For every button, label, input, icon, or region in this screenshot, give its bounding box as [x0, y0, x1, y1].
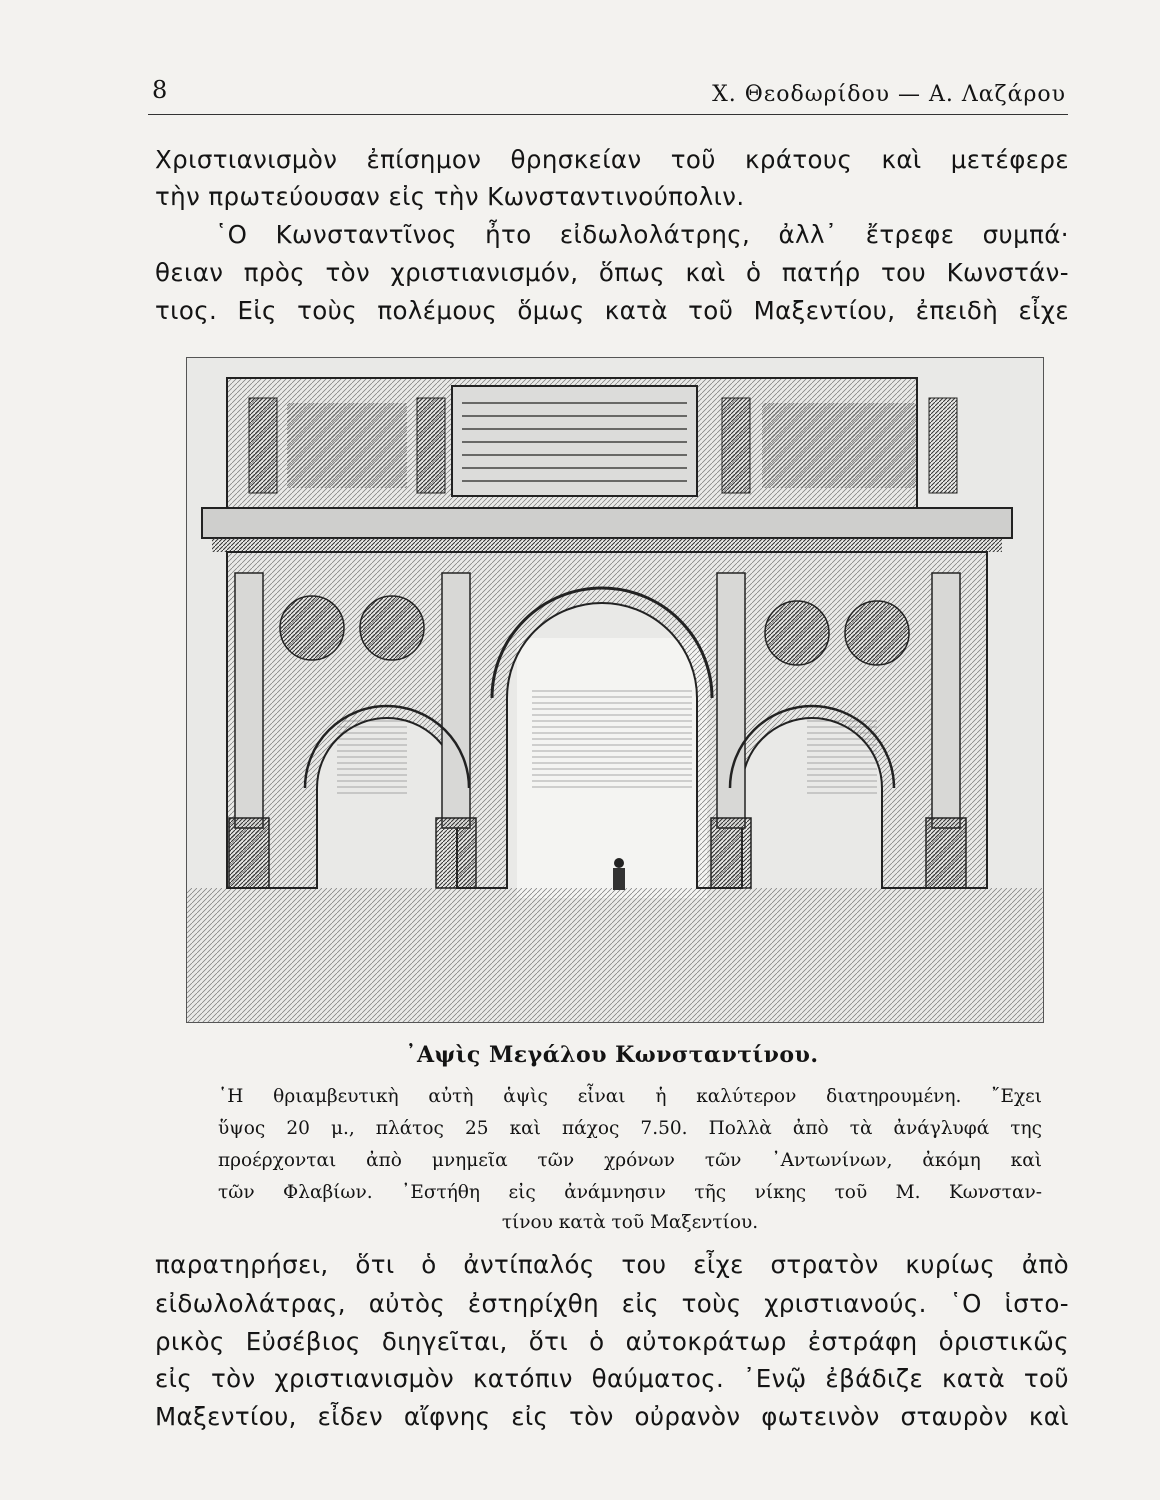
caption-line: ὕψος 20 μ., πλάτος 25 καὶ πάχος 7.50. Πολλὰ ἀπὸ τὰ ἀνάγλυφά της	[218, 1118, 1042, 1139]
text-line: παρατηρήσει, ὅτι ὁ ἀντίπαλός του εἶχε στρατὸν κυρίως ἀπὸ	[155, 1250, 1069, 1279]
text-line: τὴν πρωτεύουσαν εἰς τὴν Κωνσταντινούπολιν.	[155, 182, 745, 211]
text-line: εἰς τὸν χριστιανισμὸν κατόπιν θαύματος. ᾽Ενῷ ἐβάδιζε κατὰ τοῦ	[155, 1364, 1069, 1393]
text-line: θειαν πρὸς τὸν χριστιανισμόν, ὅπως καὶ ὁ πατήρ του Κωνστάν-	[155, 258, 1069, 287]
arch-of-constantine-engraving	[186, 357, 1044, 1023]
caption-line: τῶν Φλαβίων. ᾽Εστήθη εἰς ἀνάμνησιν τῆς νίκης τοῦ Μ. Κωνσταν-	[218, 1182, 1042, 1203]
text-line: ῾Ο Κωνσταντῖνος ἦτο εἰδωλολάτρης, ἀλλ᾽ ἔτρεφε συμπά·	[215, 220, 1069, 249]
text-line: Μαξεντίου, εἶδεν αἴφνης εἰς τὸν οὐρανὸν φωτεινὸν σταυρὸν καὶ	[155, 1402, 1069, 1431]
text-line: τιος. Εἰς τοὺς πολέμους ὅμως κατὰ τοῦ Μαξεντίου, ἐπειδὴ εἶχε	[155, 296, 1069, 325]
caption-line: ῾Η θριαμβευτικὴ αὐτὴ ἁψὶς εἶναι ἡ καλύτερον διατηρουμένη. ῎Εχει	[218, 1086, 1042, 1107]
text-line: ρικὸς Εὐσέβιος διηγεῖται, ὅτι ὁ αὐτοκράτωρ ἐστράφη ὁριστικῶς	[155, 1327, 1069, 1356]
running-title: Χ. Θεοδωρίδου — Α. Λαζάρου	[712, 82, 1066, 107]
running-header	[148, 74, 1068, 115]
caption-line: τίνου κατὰ τοῦ Μαξεντίου.	[501, 1212, 759, 1233]
figure-caption-title: ᾽Αψὶς Μεγάλου Κωνσταντίνου.	[405, 1042, 819, 1068]
text-line: εἰδωλολάτρας, αὐτὸς ἐστηρίχθη εἰς τοὺς χριστιανούς. ῾Ο ἱστο-	[155, 1289, 1069, 1318]
page-number: 8	[152, 76, 168, 104]
caption-line: προέρχονται ἀπὸ μνημεῖα τῶν χρόνων τῶν ᾽Αντωνίνων, ἀκόμη καὶ	[218, 1150, 1042, 1171]
text-line: Χριστιανισμὸν ἐπίσημον θρησκείαν τοῦ κράτους καὶ μετέφερε	[155, 145, 1069, 174]
engraving-drawing	[187, 358, 1043, 1022]
